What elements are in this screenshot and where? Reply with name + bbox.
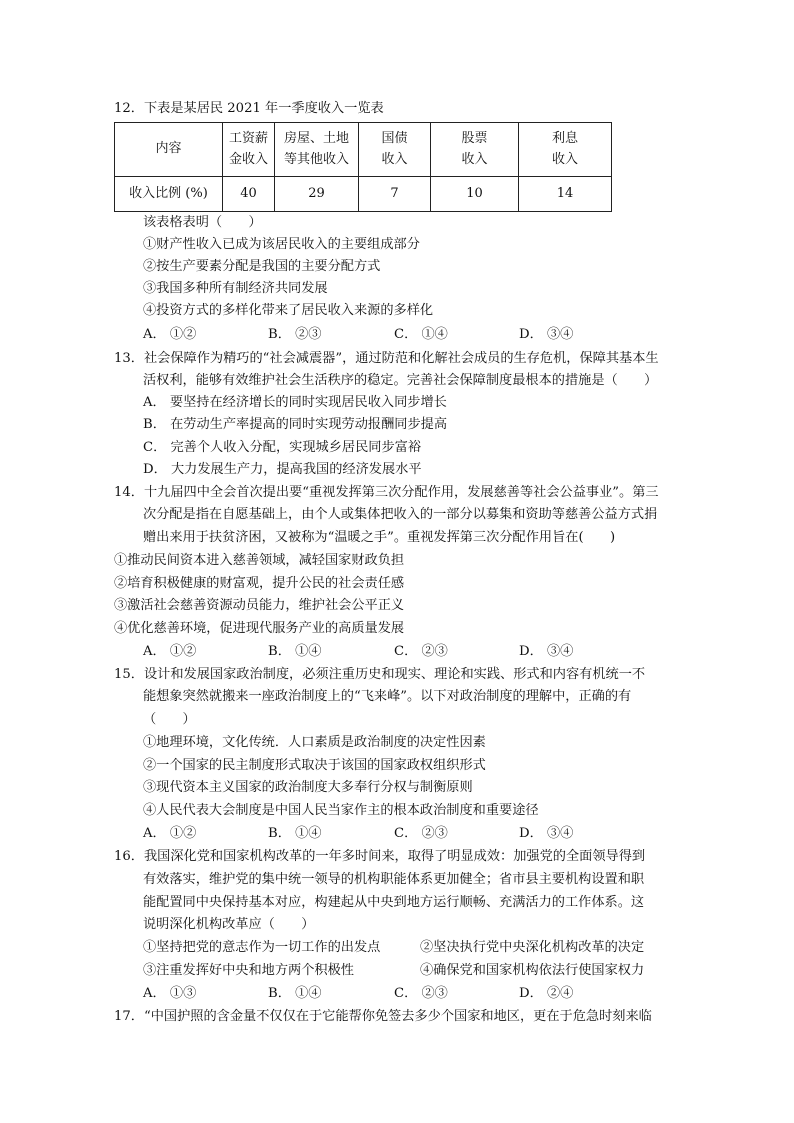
q12-question: 该表格表明（ ） <box>143 215 262 230</box>
table-row-label: 收入比例 (%) <box>115 177 223 212</box>
table-header-cell: 工资薪 金收入 <box>223 123 275 177</box>
q16-option-d[interactable]: D． ②④ <box>519 986 574 1001</box>
q15-item: ③现代资本主义国家的政治制度大多奉行分权与制衡原则 <box>143 780 473 795</box>
q12-item: ①财产性收入已成为该居民收入的主要组成部分 <box>143 237 420 252</box>
q14-item: ④优化慈善环境，促进现代服务产业的高质量发展 <box>114 621 405 636</box>
q14-option-b[interactable]: B． ①④ <box>268 644 322 659</box>
q17-stem-line: 17．“中国护照的含金量不仅仅在于它能帮你免签去多少个国家和地区，更在于危急时刻来临 <box>114 1009 652 1024</box>
table-cell: 29 <box>275 177 359 212</box>
q15-stem-line: 能想象突然就搬来一座政治制度上的“飞来峰”。以下对政治制度的理解中，正确的有 <box>143 689 632 704</box>
q16-item: ④确保党和国家机构依法行使国家权力 <box>420 963 645 978</box>
q16-stem-line: 能配置同中央保持基本对应，构建起从中央到地方运行顺畅、充满活力的工作体系。这 <box>143 895 645 910</box>
q15-stem-line: 15．设计和发展国家政治制度，必须注重历史和现实、理论和实践、形式和内容有机统一不 <box>114 667 646 682</box>
q14-option-a[interactable]: A． ①② <box>143 644 197 659</box>
q12-stem: 12．下表是某居民 2021 年一季度收入一览表 <box>114 101 384 116</box>
q12-item: ③我国多种所有制经济共同发展 <box>143 281 328 296</box>
table-header-cell: 股票 收入 <box>431 123 519 177</box>
q13-option-c[interactable]: C． 完善个人收入分配，实现城乡居民同步富裕 <box>143 440 422 455</box>
table-cell: 7 <box>359 177 431 212</box>
table-row <box>115 177 612 212</box>
q15-option-b[interactable]: B． ①④ <box>268 826 322 841</box>
q15-option-d[interactable]: D． ③④ <box>519 826 574 841</box>
table-header-cell: 内容 <box>115 123 223 177</box>
q16-stem-line: 16．我国深化党和国家机构改革的一年多时间来，取得了明显成效：加强党的全面领导得到 <box>114 849 646 864</box>
q13-option-b[interactable]: B． 在劳动生产率提高的同时实现劳动报酬同步提高 <box>143 417 448 432</box>
q13-stem-line: 活权利，能够有效维护社会生活秩序的稳定。完善社会保障制度最根本的措施是（ ） <box>143 373 658 388</box>
q12-option-a[interactable]: A． ①② <box>143 327 197 342</box>
income-table <box>114 122 612 212</box>
q14-stem-line: 赠出来用于扶贫济困，又被称为“温暖之手”。重视发挥第三次分配作用旨在( ) <box>143 530 616 545</box>
q15-item: ④人民代表大会制度是中国人民当家作主的根本政治制度和重要途径 <box>143 803 539 818</box>
q14-option-c[interactable]: C． ②③ <box>394 644 448 659</box>
table-cell: 14 <box>519 177 612 212</box>
table-cell: 10 <box>431 177 519 212</box>
q14-option-d[interactable]: D． ③④ <box>519 644 574 659</box>
q16-option-c[interactable]: C． ②③ <box>394 986 448 1001</box>
q13-option-d[interactable]: D． 大力发展生产力，提高我国的经济发展水平 <box>143 462 422 477</box>
q15-option-c[interactable]: C． ②③ <box>394 826 448 841</box>
q14-stem-line: 次分配是指在自愿基础上，由个人或集体把收入的一部分以募集和资助等慈善公益方式捐 <box>143 507 658 522</box>
q13-stem-line: 13．社会保障作为精巧的“社会减震器”，通过防范和化解社会成员的生存危机，保障其基本生 <box>114 351 659 366</box>
q15-stem-line: （ ） <box>143 712 196 727</box>
q16-option-b[interactable]: B． ①④ <box>268 986 322 1001</box>
q15-item: ②一个国家的民主制度形式取决于该国的国家政权组织形式 <box>143 758 486 773</box>
table-header-cell: 国债 收入 <box>359 123 431 177</box>
q14-item: ②培育积极健康的财富观，提升公民的社会责任感 <box>114 576 405 591</box>
table-header-row <box>115 123 612 177</box>
q12-item: ②按生产要素分配是我国的主要分配方式 <box>143 259 381 274</box>
q13-option-a[interactable]: A． 要坚持在经济增长的同时实现居民收入同步增长 <box>143 395 447 410</box>
q14-stem-line: 14．十九届四中全会首次提出要“重视发挥第三次分配作用，发展慈善等社会公益事业”。第三 <box>114 485 659 500</box>
q16-item: ②坚决执行党中央深化机构改革的决定 <box>420 940 645 955</box>
q16-stem-line: 有效落实，维护党的集中统一领导的机构职能体系更加健全；省市县主要机构设置和职 <box>143 872 645 887</box>
q12-item: ④投资方式的多样化带来了居民收入来源的多样化 <box>143 303 434 318</box>
table-cell: 40 <box>223 177 275 212</box>
q15-option-a[interactable]: A． ①② <box>143 826 197 841</box>
q14-item: ①推动民间资本进入慈善领域，减轻国家财政负担 <box>114 553 405 568</box>
q16-item: ①坚持把党的意志作为一切工作的出发点 <box>143 940 381 955</box>
q15-item: ①地理环境，文化传统．人口素质是政治制度的决定性因素 <box>143 735 486 750</box>
q14-item: ③激活社会慈善资源动员能力，维护社会公平正义 <box>114 598 405 613</box>
table-header-cell: 利息 收入 <box>519 123 612 177</box>
q12-option-c[interactable]: C． ①④ <box>394 327 448 342</box>
q12-option-b[interactable]: B． ②③ <box>268 327 322 342</box>
q16-item: ③注重发挥好中央和地方两个积极性 <box>143 963 354 978</box>
q12-option-d[interactable]: D． ③④ <box>519 327 574 342</box>
q16-option-a[interactable]: A． ①③ <box>143 986 197 1001</box>
table-header-cell: 房屋、土地 等其他收入 <box>275 123 359 177</box>
q16-stem-line: 说明深化机构改革应（ ） <box>143 917 315 932</box>
